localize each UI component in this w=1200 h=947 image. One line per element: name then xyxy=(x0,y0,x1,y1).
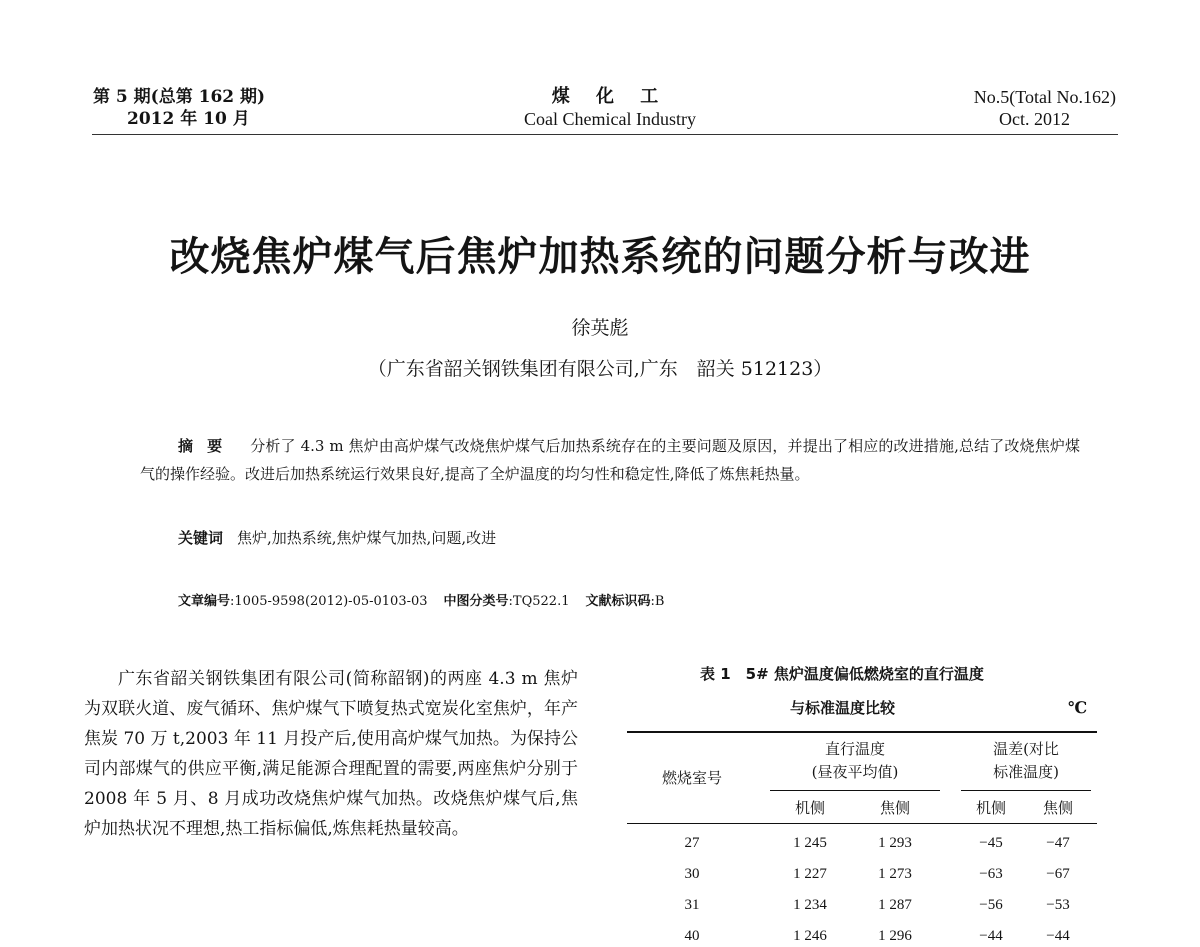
cell-diff-machine: −44 xyxy=(979,928,1003,944)
article-no-label: 文章编号 xyxy=(178,594,231,609)
cell-temp-machine: 1 245 xyxy=(793,835,827,851)
author-name: 徐英彪 xyxy=(571,317,629,339)
cell-room: 31 xyxy=(684,897,700,913)
cell-temp-machine: 1 234 xyxy=(793,897,827,913)
issue-date-en: Oct. 2012 xyxy=(999,109,1070,129)
issue-info xyxy=(93,86,265,130)
cell-diff-coke: −67 xyxy=(1046,866,1070,882)
cell-diff-machine: −45 xyxy=(979,835,1003,851)
table-subheader-machine: 机侧 xyxy=(794,799,825,817)
abstract-text: 分析了 4.3 m 焦炉由高炉煤气改烧焦炉煤气后加热系统存在的主要问题及原因，并提出了相应的改进措施,总结了改烧焦炉煤气的操作经验。改进后加热系统运行效果良好,提高了全炉温度的均匀性和稳定性,降低了炼焦耗热量。 xyxy=(140,437,1080,483)
table-caption: 表 1 5# 焦炉温度偏低燃烧室的直行温度 xyxy=(700,665,984,683)
journal-name-cn: 煤 化 工 xyxy=(551,86,669,107)
table-top-rule xyxy=(627,731,1097,733)
article-meta xyxy=(178,592,664,612)
cell-diff-coke: −44 xyxy=(1046,928,1070,944)
cell-diff-machine: −63 xyxy=(979,866,1003,882)
table-subheader-coke-diff: 焦侧 xyxy=(1042,799,1073,817)
keywords-label: 关键词 xyxy=(178,529,224,547)
table-subheader-coke: 焦侧 xyxy=(879,799,910,817)
journal-name xyxy=(470,86,750,130)
issue-number-en: No.5(Total No.162) xyxy=(973,87,1116,107)
clc-label: 中图分类号 xyxy=(443,594,509,609)
cell-temp-coke: 1 273 xyxy=(878,866,912,882)
table-sub-rule-diff xyxy=(961,790,1091,791)
header-rule xyxy=(92,134,1118,135)
table-header-temp-line2: (昼夜平均值) xyxy=(811,763,899,781)
table-header-diff-line2: 标准温度) xyxy=(993,763,1059,781)
cell-temp-coke: 1 293 xyxy=(878,835,912,851)
cell-room: 30 xyxy=(684,866,700,882)
article-no: :1005-9598(2012)-05-0103-03 xyxy=(230,594,428,609)
cell-room: 27 xyxy=(684,835,700,851)
table-header-rule xyxy=(627,823,1097,824)
table-sub-rule-temp xyxy=(770,790,940,791)
table-caption-line2: 与标准温度比较 xyxy=(790,699,896,717)
author-affiliation: （广东省韶关钢铁集团有限公司,广东 韶关 512123） xyxy=(367,358,833,380)
keywords-text: 焦炉,加热系统,焦炉煤气加热,问题,改进 xyxy=(237,529,497,547)
table-subheader-machine-diff: 机侧 xyxy=(975,799,1006,817)
cell-temp-machine: 1 246 xyxy=(793,928,827,944)
journal-name-en: Coal Chemical Industry xyxy=(524,109,696,129)
keywords xyxy=(178,526,496,550)
cell-temp-machine: 1 227 xyxy=(793,866,827,882)
table-header-temp-line1: 直行温度 xyxy=(824,740,885,758)
article-title: 改烧焦炉煤气后焦炉加热系统的问题分析与改进 xyxy=(169,234,1031,280)
cell-diff-coke: −53 xyxy=(1046,897,1070,913)
clc-code: :TQ522.1 xyxy=(508,594,570,609)
cell-temp-coke: 1 287 xyxy=(878,897,912,913)
issue-date: 2012 年 10 月 xyxy=(127,109,250,129)
cell-room: 40 xyxy=(684,928,700,944)
table-unit: ℃ xyxy=(1068,698,1088,717)
issue-number: 第 5 期(总第 162 期) xyxy=(93,87,266,107)
abstract-label: 摘要 xyxy=(178,437,237,455)
cell-diff-machine: −56 xyxy=(979,897,1003,913)
cell-diff-coke: −47 xyxy=(1046,835,1070,851)
doc-code: :B xyxy=(650,594,665,609)
body-column-left xyxy=(84,664,578,844)
cell-temp-coke: 1 296 xyxy=(878,928,912,944)
issue-info-en xyxy=(974,86,1116,130)
doc-code-label: 文献标识码 xyxy=(585,594,651,609)
table-header-room: 燃烧室号 xyxy=(661,769,722,787)
table-header-diff-line1: 温差(对比 xyxy=(993,740,1059,758)
abstract xyxy=(140,432,1080,488)
body-paragraph: 广东省韶关钢铁集团有限公司(简称韶钢)的两座 4.3 m 焦炉为双联火道、废气循环、焦炉煤气下喷复热式宽炭化室焦炉，年产焦炭 70 万 t,2003 年 11 月投产后,使用高炉煤气加热。为保持公司内部煤气的供应平衡,满足能源合理配置的需要,两座焦炉分别于 2008 年 5 月、8 月成功改烧焦炉煤气加热。改烧焦炉煤气后,焦炉加热状况不理想,热工指标偏低,炼焦耗热量较高。 xyxy=(84,669,578,839)
